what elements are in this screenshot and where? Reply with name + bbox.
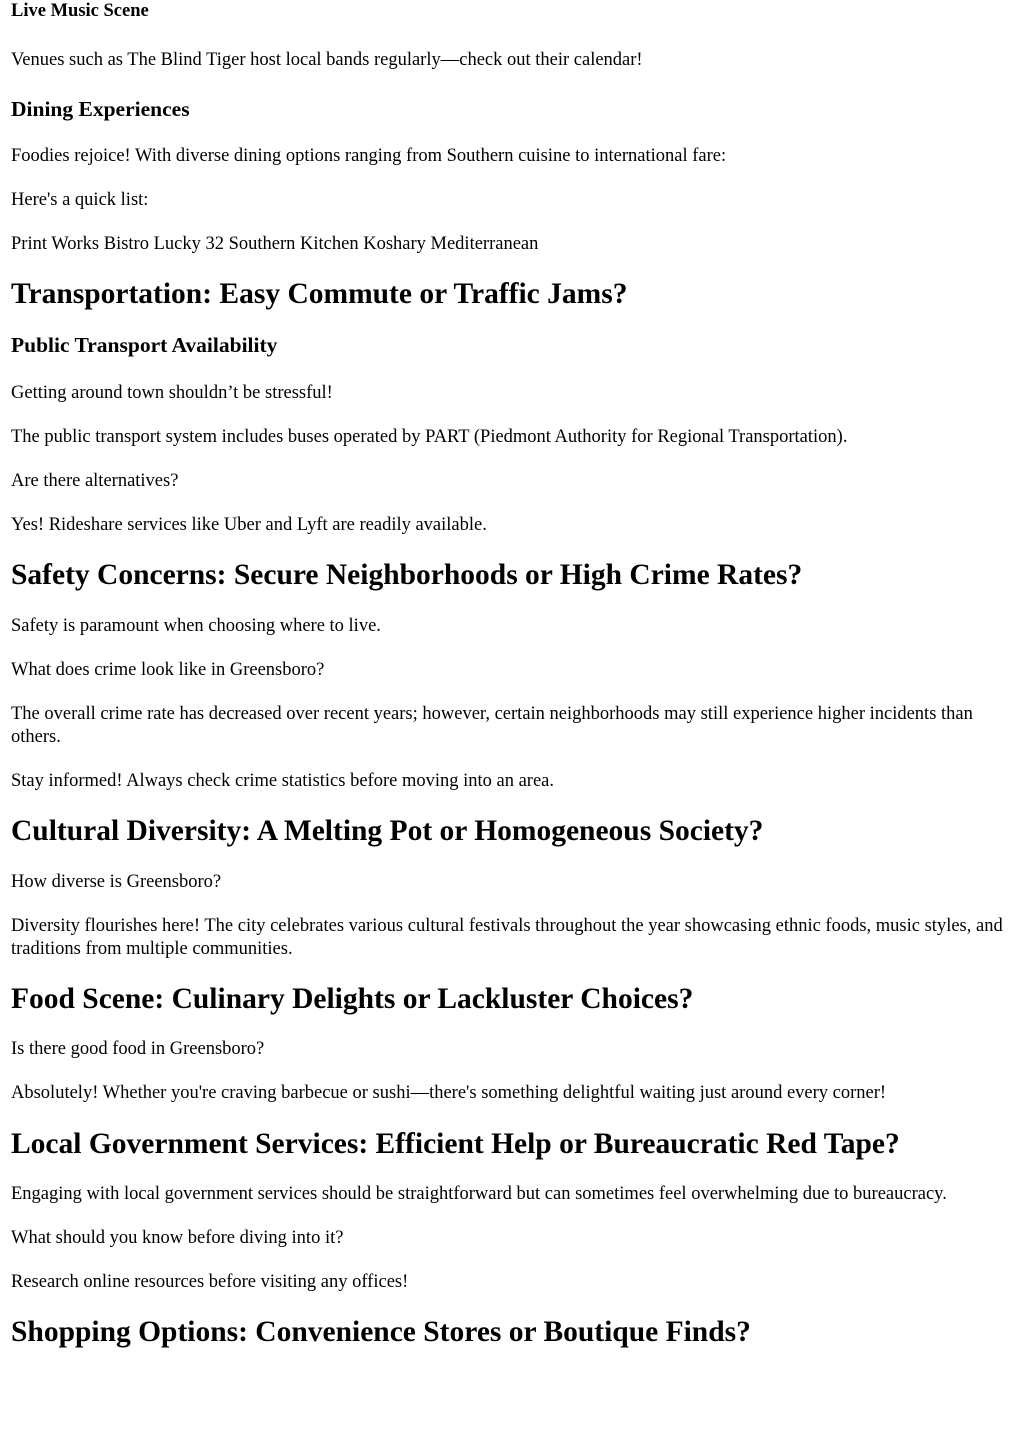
paragraph-stay-informed: Stay informed! Always check crime statistics before moving into an area. <box>11 771 555 792</box>
section-heading-government: Local Government Services: Efficient Help or Bureaucratic Red Tape? <box>11 1127 900 1160</box>
paragraph-transport-system: The public transport system includes buses operated by PART (Piedmont Authority for Regional Transportation). <box>11 426 848 447</box>
paragraph-government-answer: Research online resources before visiting any offices! <box>11 1272 409 1293</box>
paragraph-quick-list-label: Here's a quick list: <box>11 190 149 211</box>
section-heading-transportation: Transportation: Easy Commute or Traffic Jams? <box>11 278 628 311</box>
paragraph-food-answer: Absolutely! Whether you're craving barbecue or sushi—there's something delightful waiting just around every corner! <box>11 1083 887 1104</box>
section-heading-dining: Dining Experiences <box>11 97 190 122</box>
paragraph-crime-answer: The overall crime rate has decreased over recent years; however, certain neighborhoods may still experience higher incidents than others. <box>11 703 973 747</box>
paragraph-getting-around: Getting around town shouldn’t be stressful! <box>11 382 333 403</box>
paragraph-dining-intro: Foodies rejoice! With diverse dining options ranging from Southern cuisine to international fare: <box>11 146 727 167</box>
subheading-public-transport: Public Transport Availability <box>11 332 278 357</box>
section-heading-shopping: Shopping Options: Convenience Stores or Boutique Finds? <box>11 1316 751 1349</box>
paragraph-food-question: Is there good food in Greensboro? <box>11 1039 265 1060</box>
paragraph-diversity-answer: Diversity flourishes here! The city celebrates various cultural festivals throughout the year showcasing ethnic foods, music styles, and traditions from multiple communities. <box>11 915 1003 959</box>
section-heading-safety: Safety Concerns: Secure Neighborhoods or High Crime Rates? <box>11 559 803 592</box>
paragraph-restaurant-list: Print Works Bistro Lucky 32 Southern Kitchen Koshary Mediterranean <box>11 234 539 255</box>
paragraph-diversity-question: How diverse is Greensboro? <box>11 871 222 892</box>
paragraph-government-question: What should you know before diving into it? <box>11 1228 344 1249</box>
paragraph-venues: Venues such as The Blind Tiger host local bands regularly—check out their calendar! <box>11 50 643 71</box>
paragraph-government-intro: Engaging with local government services should be straightforward but can sometimes feel overwhelming due to bureaucracy. <box>11 1183 947 1204</box>
paragraph-alternatives-question: Are there alternatives? <box>11 470 179 491</box>
paragraph-rideshare: Yes! Rideshare services like Uber and Lyft are readily available. <box>11 515 487 536</box>
section-heading-food-scene: Food Scene: Culinary Delights or Lackluster Choices? <box>11 982 694 1015</box>
section-heading-live-music: Live Music Scene <box>11 1 149 21</box>
paragraph-safety-intro: Safety is paramount when choosing where to live. <box>11 615 381 636</box>
section-heading-cultural-diversity: Cultural Diversity: A Melting Pot or Homogeneous Society? <box>11 815 764 848</box>
paragraph-crime-question: What does crime look like in Greensboro? <box>11 659 325 680</box>
